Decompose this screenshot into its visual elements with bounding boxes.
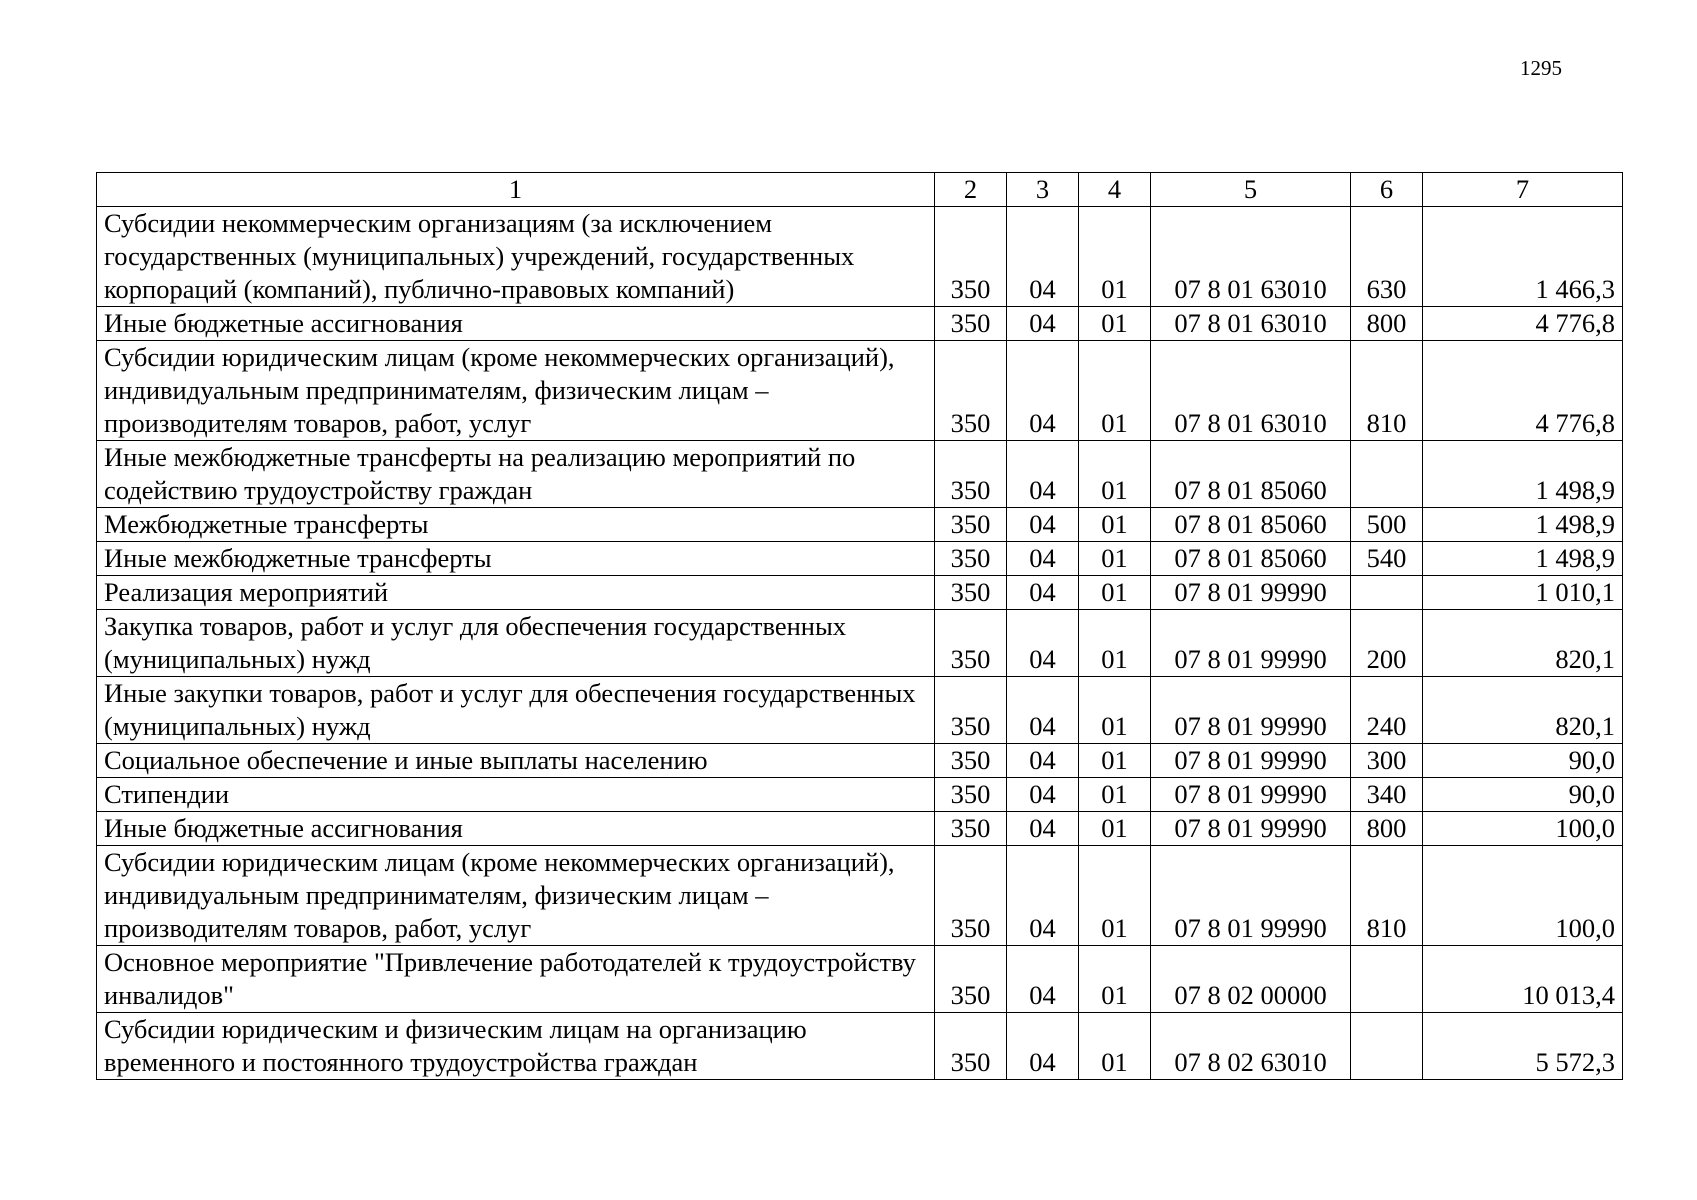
target-article-cell: 07 8 02 63010 [1151,1013,1351,1080]
section-cell: 04 [1007,610,1079,677]
section-cell: 04 [1007,576,1079,610]
section-cell: 04 [1007,846,1079,946]
section-cell: 04 [1007,508,1079,542]
code-cell: 350 [935,542,1007,576]
amount-cell: 10 013,4 [1423,946,1623,1013]
amount-cell: 100,0 [1423,846,1623,946]
target-article-cell: 07 8 01 99990 [1151,610,1351,677]
item-name-cell: Иные закупки товаров, работ и услуг для обеспечения государственных (муниципальных) нужд [97,677,935,744]
amount-cell: 1 498,9 [1423,508,1623,542]
subsection-cell: 01 [1079,441,1151,508]
item-name-cell: Межбюджетные трансферты [97,508,935,542]
amount-cell: 4 776,8 [1423,341,1623,441]
amount-cell: 1 010,1 [1423,576,1623,610]
item-name-cell: Закупка товаров, работ и услуг для обеспечения государственных (муниципальных) нужд [97,610,935,677]
column-header: 1 [97,173,935,207]
table-row [97,508,1623,542]
table-row [97,846,1623,946]
expense-type-cell [1351,576,1423,610]
amount-cell: 90,0 [1423,744,1623,778]
amount-cell: 1 466,3 [1423,207,1623,307]
table-row [97,610,1623,677]
expense-type-cell: 300 [1351,744,1423,778]
target-article-cell: 07 8 01 85060 [1151,542,1351,576]
page-number: 1295 [1520,56,1562,80]
subsection-cell: 01 [1079,542,1151,576]
table-row [97,744,1623,778]
table-row [97,812,1623,846]
subsection-cell: 01 [1079,207,1151,307]
expense-type-cell: 200 [1351,610,1423,677]
code-cell: 350 [935,610,1007,677]
item-name-cell: Иные межбюджетные трансферты на реализацию мероприятий по содействию трудоустройству граждан [97,441,935,508]
item-name-cell: Субсидии некоммерческим организациям (за исключением государственных (муниципальных) учреждений, государственных корпораций (компаний), публично-правовых компаний) [97,207,935,307]
target-article-cell: 07 8 01 63010 [1151,207,1351,307]
target-article-cell: 07 8 01 99990 [1151,778,1351,812]
amount-cell: 820,1 [1423,610,1623,677]
target-article-cell: 07 8 01 85060 [1151,508,1351,542]
target-article-cell: 07 8 01 99990 [1151,846,1351,946]
section-cell: 04 [1007,744,1079,778]
item-name-cell: Субсидии юридическим лицам (кроме некоммерческих организаций), индивидуальным предпринимателям, физическим лицам – производителям товаров, работ, услуг [97,846,935,946]
section-cell: 04 [1007,307,1079,341]
subsection-cell: 01 [1079,307,1151,341]
section-cell: 04 [1007,778,1079,812]
subsection-cell: 01 [1079,1013,1151,1080]
item-name-cell: Реализация мероприятий [97,576,935,610]
amount-cell: 90,0 [1423,778,1623,812]
section-cell: 04 [1007,341,1079,441]
subsection-cell: 01 [1079,778,1151,812]
expense-type-cell: 540 [1351,542,1423,576]
target-article-cell: 07 8 01 63010 [1151,341,1351,441]
amount-cell: 4 776,8 [1423,307,1623,341]
table-row [97,441,1623,508]
code-cell: 350 [935,341,1007,441]
expense-type-cell: 810 [1351,846,1423,946]
table-header-row [97,173,1623,207]
column-header: 7 [1423,173,1623,207]
table-row [97,677,1623,744]
code-cell: 350 [935,778,1007,812]
expense-type-cell: 500 [1351,508,1423,542]
expense-type-cell: 800 [1351,307,1423,341]
table-row [97,778,1623,812]
subsection-cell: 01 [1079,677,1151,744]
item-name-cell: Основное мероприятие "Привлечение работодателей к трудоустройству инвалидов" [97,946,935,1013]
column-header: 2 [935,173,1007,207]
expense-type-cell: 800 [1351,812,1423,846]
target-article-cell: 07 8 02 00000 [1151,946,1351,1013]
subsection-cell: 01 [1079,576,1151,610]
table-row [97,1013,1623,1080]
section-cell: 04 [1007,677,1079,744]
section-cell: 04 [1007,812,1079,846]
expense-type-cell [1351,441,1423,508]
code-cell: 350 [935,812,1007,846]
subsection-cell: 01 [1079,946,1151,1013]
expense-type-cell [1351,1013,1423,1080]
section-cell: 04 [1007,441,1079,508]
amount-cell: 100,0 [1423,812,1623,846]
item-name-cell: Социальное обеспечение и иные выплаты населению [97,744,935,778]
table-row [97,542,1623,576]
code-cell: 350 [935,441,1007,508]
target-article-cell: 07 8 01 99990 [1151,744,1351,778]
target-article-cell: 07 8 01 99990 [1151,677,1351,744]
table-body [97,207,1623,1080]
target-article-cell: 07 8 01 99990 [1151,576,1351,610]
subsection-cell: 01 [1079,610,1151,677]
item-name-cell: Субсидии юридическим лицам (кроме некоммерческих организаций), индивидуальным предпринимателям, физическим лицам – производителям товаров, работ, услуг [97,341,935,441]
code-cell: 350 [935,207,1007,307]
item-name-cell: Иные межбюджетные трансферты [97,542,935,576]
section-cell: 04 [1007,946,1079,1013]
budget-table [96,172,1623,1080]
amount-cell: 1 498,9 [1423,441,1623,508]
code-cell: 350 [935,946,1007,1013]
table-row [97,307,1623,341]
code-cell: 350 [935,576,1007,610]
target-article-cell: 07 8 01 99990 [1151,812,1351,846]
expense-type-cell: 630 [1351,207,1423,307]
item-name-cell: Иные бюджетные ассигнования [97,307,935,341]
code-cell: 350 [935,677,1007,744]
code-cell: 350 [935,744,1007,778]
column-header: 4 [1079,173,1151,207]
section-cell: 04 [1007,542,1079,576]
table-row [97,946,1623,1013]
subsection-cell: 01 [1079,812,1151,846]
subsection-cell: 01 [1079,508,1151,542]
column-header: 5 [1151,173,1351,207]
expense-type-cell [1351,946,1423,1013]
section-cell: 04 [1007,207,1079,307]
code-cell: 350 [935,1013,1007,1080]
column-header: 6 [1351,173,1423,207]
amount-cell: 5 572,3 [1423,1013,1623,1080]
amount-cell: 820,1 [1423,677,1623,744]
expense-type-cell: 240 [1351,677,1423,744]
table-row [97,576,1623,610]
item-name-cell: Иные бюджетные ассигнования [97,812,935,846]
expense-type-cell: 810 [1351,341,1423,441]
table-row [97,341,1623,441]
target-article-cell: 07 8 01 63010 [1151,307,1351,341]
item-name-cell: Стипендии [97,778,935,812]
column-header: 3 [1007,173,1079,207]
section-cell: 04 [1007,1013,1079,1080]
subsection-cell: 01 [1079,341,1151,441]
table-row [97,207,1623,307]
code-cell: 350 [935,508,1007,542]
amount-cell: 1 498,9 [1423,542,1623,576]
code-cell: 350 [935,846,1007,946]
subsection-cell: 01 [1079,744,1151,778]
expense-type-cell: 340 [1351,778,1423,812]
subsection-cell: 01 [1079,846,1151,946]
target-article-cell: 07 8 01 85060 [1151,441,1351,508]
item-name-cell: Субсидии юридическим и физическим лицам на организацию временного и постоянного трудоустройства граждан [97,1013,935,1080]
code-cell: 350 [935,307,1007,341]
